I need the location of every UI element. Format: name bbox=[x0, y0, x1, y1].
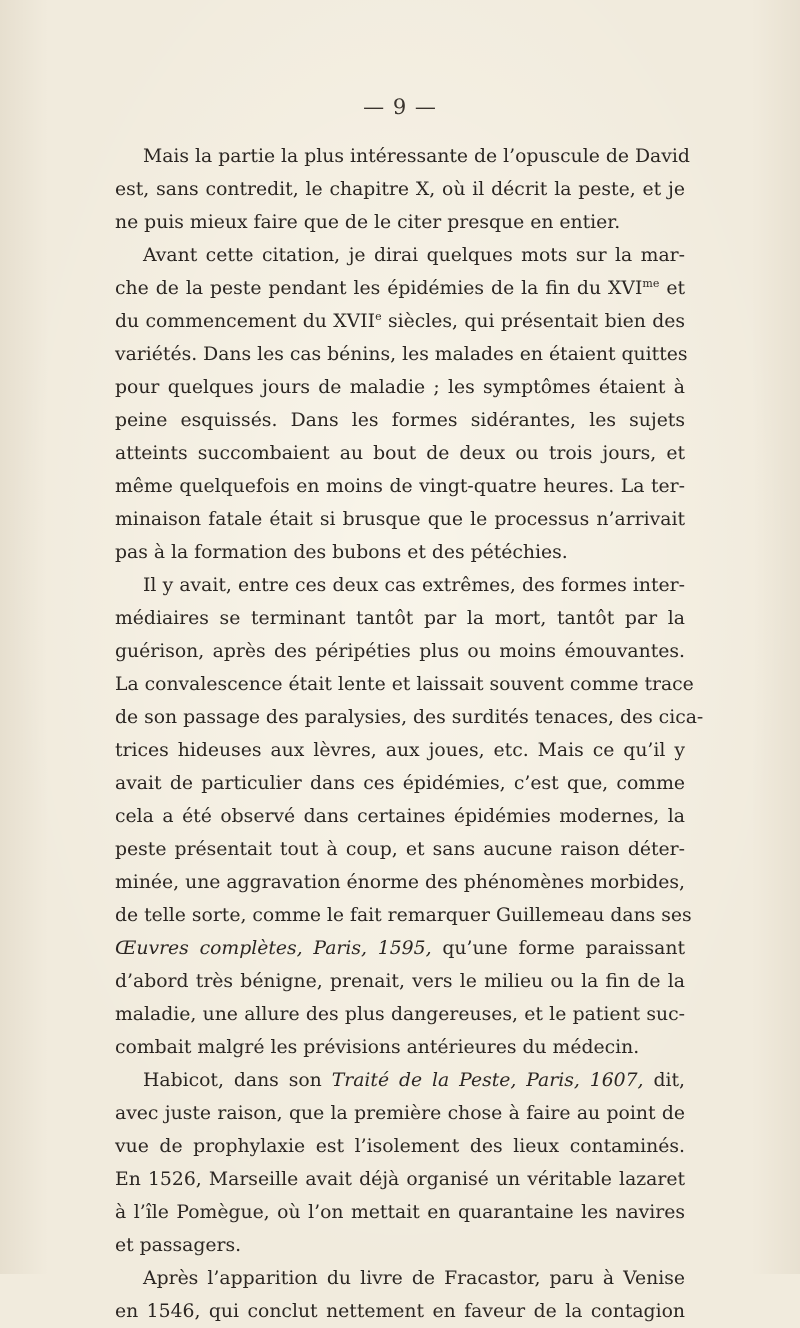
text-segment: dit, bbox=[653, 1070, 685, 1091]
page-number: — 9 — bbox=[363, 95, 437, 119]
superscript: me bbox=[642, 277, 660, 290]
text-segment: Habicot, dans son bbox=[143, 1070, 322, 1091]
text-line: à l’île Pomègue, où l’on mettait en quarantaine les navires bbox=[115, 1202, 685, 1223]
text-line: trices hideuses aux lèvres, aux joues, etc. Mais ce qu’il y bbox=[115, 740, 685, 761]
paragraph-2 bbox=[115, 239, 688, 569]
text-segment: du commencement du XVII bbox=[115, 311, 376, 332]
text-line: et passagers. bbox=[115, 1235, 242, 1256]
text-line: pas à la formation des bubons et des pétéchies. bbox=[115, 542, 568, 563]
text-line: En 1526, Marseille avait déjà organisé un véritable lazaret bbox=[115, 1169, 685, 1190]
paragraph-4 bbox=[115, 1064, 685, 1262]
paragraph-1 bbox=[115, 140, 690, 239]
text-segment: siècles, qui présentait bien des bbox=[387, 311, 685, 332]
text-line-with-italic bbox=[115, 1064, 685, 1097]
text-segment: et bbox=[666, 278, 685, 299]
text-line: Avant cette citation, je dirai quelques mots sur la mar- bbox=[143, 245, 685, 266]
text-line: combait malgré les prévisions antérieures du médecin. bbox=[115, 1037, 640, 1058]
text-segment: che de la peste pendant les épidémies de la fin du XVI bbox=[115, 278, 643, 299]
text-line: Après l’apparition du livre de Fracastor, paru à Venise bbox=[143, 1268, 685, 1289]
text-line-with-italic bbox=[115, 932, 685, 965]
text-line: médiaires se terminant tantôt par la mort, tantôt par la bbox=[115, 608, 685, 629]
text-line: même quelquefois en moins de vingt-quatre heures. La ter- bbox=[115, 476, 685, 497]
text-line: maladie, une allure des plus dangereuses, et le patient suc- bbox=[115, 1004, 685, 1025]
paragraph-5 bbox=[115, 1262, 685, 1328]
text-line: Il y avait, entre ces deux cas extrêmes, des formes inter- bbox=[143, 575, 685, 596]
text-line: Mais la partie la plus intéressante de l’opuscule de David bbox=[143, 146, 690, 167]
text-line: ne puis mieux faire que de le citer presque en entier. bbox=[115, 212, 621, 233]
text-line: en 1546, qui conclut nettement en faveur de la contagion bbox=[115, 1301, 685, 1322]
text-line: guérison, après des péripéties plus ou moins émouvantes. bbox=[115, 641, 685, 662]
text-line: cela a été observé dans certaines épidémies modernes, la bbox=[115, 806, 685, 827]
paragraph-3 bbox=[115, 569, 704, 1064]
italic-title: Œuvres complètes, Paris, 1595, bbox=[115, 938, 432, 959]
text-line: peste présentait tout à coup, et sans aucune raison déter- bbox=[115, 839, 685, 860]
text-line-with-superscript bbox=[115, 272, 685, 305]
text-line: de son passage des paralysies, des surdités tenaces, des cica- bbox=[115, 707, 704, 728]
text-line-with-superscript bbox=[115, 305, 685, 338]
body-text bbox=[115, 140, 704, 1328]
text-line: vue de prophylaxie est l’isolement des lieux contaminés. bbox=[115, 1136, 685, 1157]
text-line: minée, une aggravation énorme des phénomènes morbides, bbox=[115, 872, 685, 893]
text-line: avait de particulier dans ces épidémies, c’est que, comme bbox=[115, 773, 685, 794]
text-line: La convalescence était lente et laissait souvent comme trace bbox=[115, 674, 694, 695]
italic-title: Traité de la Peste, Paris, 1607, bbox=[331, 1070, 644, 1091]
text-line: pour quelques jours de maladie ; les symptômes étaient à bbox=[115, 377, 685, 398]
text-line: est, sans contredit, le chapitre X, où il décrit la peste, et je bbox=[115, 179, 685, 200]
text-line: variétés. Dans les cas bénins, les malades en étaient quittes bbox=[115, 344, 688, 365]
text-segment: qu’une forme paraissant bbox=[442, 938, 686, 959]
text-line: minaison fatale était si brusque que le processus n’arrivait bbox=[115, 509, 685, 530]
text-line: d’abord très bénigne, prenait, vers le milieu ou la fin de la bbox=[115, 971, 685, 992]
superscript: e bbox=[375, 310, 382, 323]
text-line: peine esquissés. Dans les formes sidérantes, les sujets bbox=[115, 410, 685, 431]
text-line: atteints succombaient au bout de deux ou trois jours, et bbox=[115, 443, 685, 464]
text-line: avec juste raison, que la première chose à faire au point de bbox=[115, 1103, 685, 1124]
text-line: de telle sorte, comme le fait remarquer Guillemeau dans ses bbox=[115, 905, 692, 926]
